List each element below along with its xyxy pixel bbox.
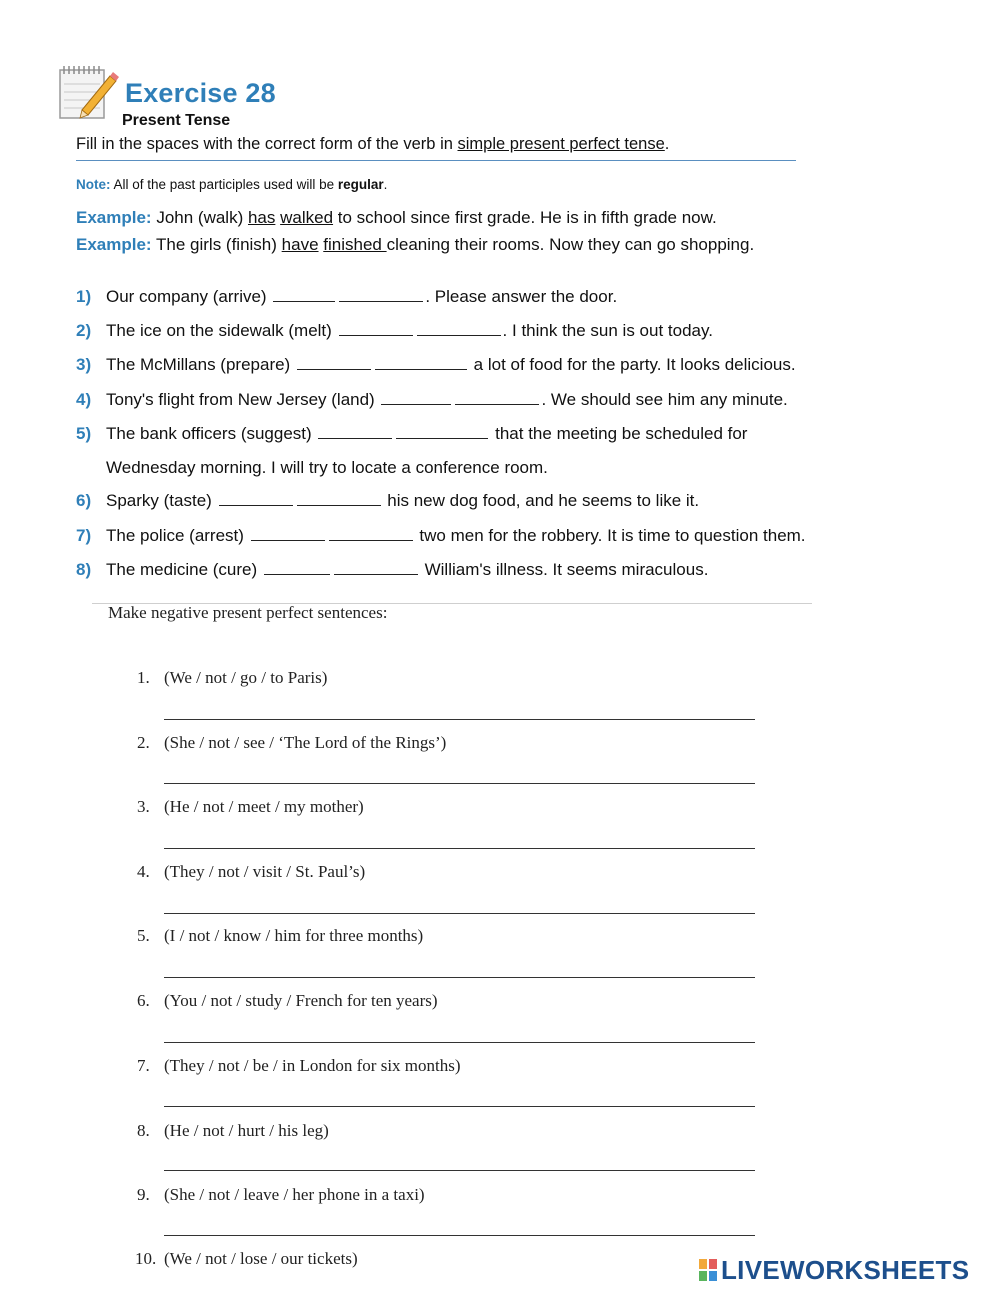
prompt-text: (She / not / leave / her phone in a taxi): [164, 1185, 425, 1204]
prompt-text: (They / not / be / in London for six months): [164, 1056, 461, 1075]
item-text-end: . Please answer the door.: [425, 287, 618, 306]
list-item: [76, 526, 806, 546]
example-verb: finished: [323, 235, 387, 254]
item-text: Tony's flight from New Jersey (land): [106, 390, 380, 409]
prompt-number: 8.: [137, 1121, 150, 1140]
list-item: [76, 287, 617, 307]
exercise-subtitle: Present Tense: [122, 112, 231, 129]
prompt-item: [137, 1121, 329, 1141]
prompt-number: 2.: [137, 733, 150, 752]
prompt-item: [137, 733, 446, 753]
answer-blank[interactable]: [264, 573, 330, 575]
item-number: 6): [76, 491, 92, 510]
item-number: 4): [76, 390, 92, 409]
prompt-item: [137, 862, 365, 882]
example-1: [76, 208, 717, 228]
answer-line[interactable]: [164, 1170, 755, 1171]
item-text: The bank officers (suggest): [106, 424, 317, 443]
item-text-end: . I think the sun is out today.: [502, 321, 713, 340]
prompt-text: (You / not / study / French for ten years): [164, 991, 438, 1010]
answer-blank[interactable]: [329, 539, 413, 541]
item-text-end: that the meeting be scheduled for: [490, 424, 748, 443]
prompt-text: (He / not / meet / my mother): [164, 797, 364, 816]
notepad-pencil-icon: [56, 62, 120, 122]
item-text: The McMillans (prepare): [106, 355, 295, 374]
liveworksheets-logo: [698, 1256, 969, 1284]
item-number: 8): [76, 560, 92, 579]
item-number: 5): [76, 424, 92, 443]
prompt-item: [137, 1185, 425, 1205]
list-item: [76, 424, 747, 444]
prompt-item: [137, 991, 438, 1011]
prompt-text: (She / not / see / ‘The Lord of the Rings’): [164, 733, 447, 752]
prompt-item: [137, 668, 327, 688]
example-aux: have: [281, 235, 319, 254]
list-item: [76, 321, 713, 341]
answer-blank[interactable]: [297, 504, 381, 506]
answer-line[interactable]: [164, 783, 755, 784]
item-text-end: his new dog food, and he seems to like it.: [382, 491, 700, 510]
prompt-number: 3.: [137, 797, 150, 816]
example-aux: has: [247, 208, 276, 227]
exercise-title: Exercise 28: [125, 78, 276, 108]
item-number: 7): [76, 526, 92, 545]
item-number: 2): [76, 321, 92, 340]
prompt-text: (They / not / visit / St. Paul’s): [164, 862, 366, 881]
prompt-text: (We / not / lose / our tickets): [164, 1249, 358, 1268]
prompt-number: 10.: [135, 1249, 157, 1268]
prompt-number: 1.: [137, 668, 150, 687]
prompt-number: 7.: [137, 1056, 150, 1075]
answer-blank[interactable]: [339, 334, 413, 336]
prompt-item: [137, 797, 364, 817]
answer-blank[interactable]: [334, 573, 418, 575]
item-text: The ice on the sidewalk (melt): [106, 321, 337, 340]
item-number: 1): [76, 287, 92, 306]
example-text: John (walk): [151, 208, 248, 227]
item-text: The police (arrest): [106, 526, 249, 545]
item-text-end: two men for the robbery. It is time to question them.: [414, 526, 806, 545]
instructions-end: .: [664, 135, 670, 153]
answer-line[interactable]: [164, 848, 755, 849]
example-2: [76, 235, 754, 255]
liveworksheets-logo-text: LIVEWORKSHEETS: [721, 1254, 970, 1285]
prompt-text: (We / not / go / to Paris): [164, 668, 328, 687]
prompt-text: (I / not / know / him for three months): [164, 926, 424, 945]
example-text: The girls (finish): [151, 235, 282, 254]
list-item: [76, 390, 788, 410]
item-continuation: Wednesday morning. I will try to locate a conference room.: [106, 458, 548, 477]
note: [76, 177, 387, 192]
answer-line[interactable]: [164, 977, 755, 978]
example-verb: walked: [280, 208, 334, 227]
item-text-end: William's illness. It seems miraculous.: [419, 560, 709, 579]
answer-blank[interactable]: [339, 300, 423, 302]
answer-blank[interactable]: [297, 368, 371, 370]
answer-blank[interactable]: [273, 300, 335, 302]
list-item: [76, 491, 699, 511]
prompt-item: [137, 1056, 461, 1076]
example-post: to school since first grade. He is in fifth grade now.: [333, 208, 717, 227]
section-title: Make negative present perfect sentences:: [108, 603, 388, 622]
item-number: 3): [76, 355, 92, 374]
prompt-number: 4.: [137, 862, 150, 881]
answer-blank[interactable]: [417, 334, 501, 336]
prompt-item: [135, 1249, 358, 1269]
prompt-number: 5.: [137, 926, 150, 945]
answer-blank[interactable]: [396, 437, 488, 439]
note-end: .: [383, 177, 388, 192]
instructions: [76, 135, 669, 154]
answer-blank[interactable]: [219, 504, 293, 506]
note-bold: regular: [337, 177, 384, 192]
example-label: Example:: [76, 208, 152, 227]
example-label: Example:: [76, 235, 152, 254]
item-text: Sparky (taste): [106, 491, 217, 510]
list-item: [76, 355, 796, 375]
note-label: Note:: [76, 177, 111, 192]
example-post: cleaning their rooms. Now they can go shopping.: [386, 235, 755, 254]
prompt-item: [137, 926, 423, 946]
liveworksheets-logo-icon: [698, 1258, 718, 1282]
answer-line[interactable]: [164, 719, 755, 720]
prompt-number: 6.: [137, 991, 150, 1010]
header-divider: [76, 160, 796, 161]
list-item: [76, 560, 708, 580]
item-text-end: . We should see him any minute.: [541, 390, 788, 409]
item-text-end: a lot of food for the party. It looks delicious.: [468, 355, 796, 374]
answer-line[interactable]: [164, 1106, 755, 1107]
prompt-number: 9.: [137, 1185, 150, 1204]
answer-line[interactable]: [164, 913, 755, 914]
prompt-text: (He / not / hurt / his leg): [164, 1121, 329, 1140]
instructions-underlined: simple present perfect tense: [457, 135, 665, 153]
instructions-text: Fill in the spaces with the correct form of the verb in: [76, 135, 458, 153]
item-text: Our company (arrive): [106, 287, 272, 306]
note-text: All of the past participles used will be: [110, 177, 338, 192]
item-text: The medicine (cure): [106, 560, 262, 579]
answer-line[interactable]: [164, 1042, 755, 1043]
answer-blank[interactable]: [381, 403, 451, 405]
answer-blank[interactable]: [375, 368, 467, 370]
answer-blank[interactable]: [455, 403, 539, 405]
answer-blank[interactable]: [251, 539, 325, 541]
answer-blank[interactable]: [318, 437, 392, 439]
answer-line[interactable]: [164, 1235, 755, 1236]
